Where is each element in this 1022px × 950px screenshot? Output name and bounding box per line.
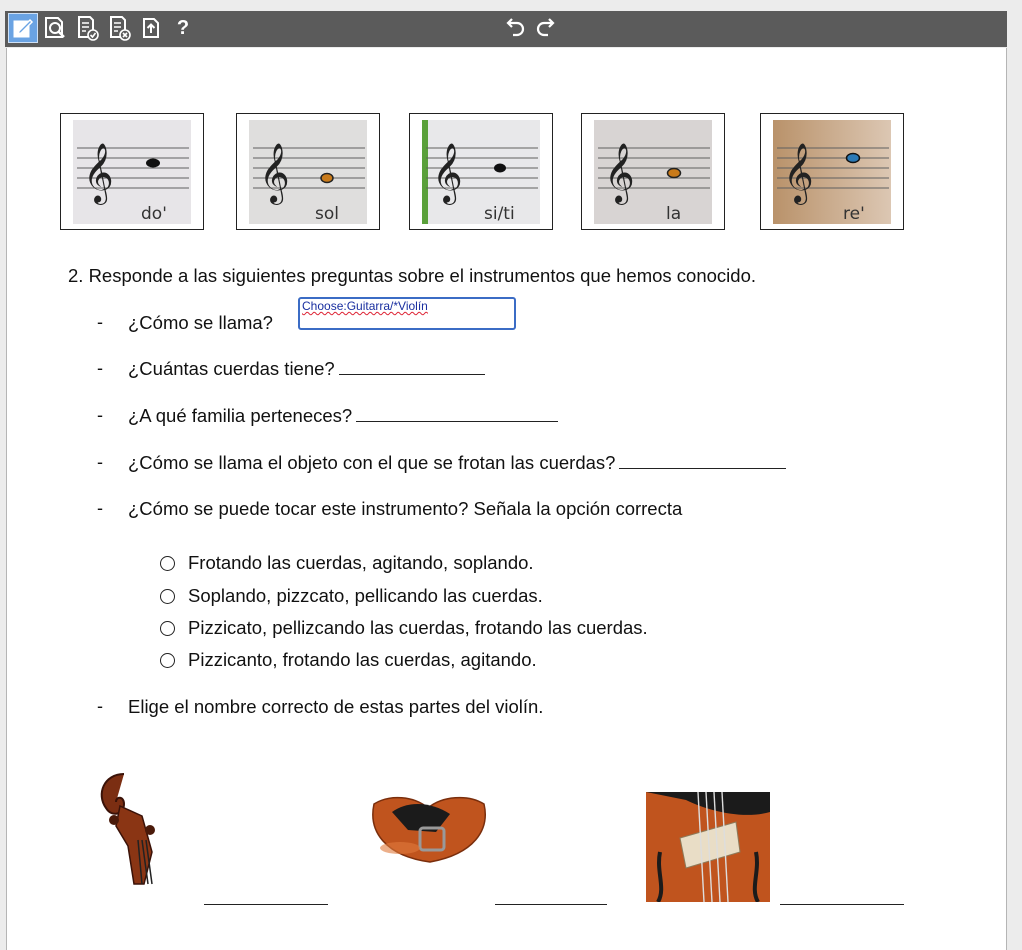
bullet-dash: - <box>97 312 103 332</box>
note-card-re <box>760 113 904 230</box>
preview-button[interactable] <box>40 13 70 43</box>
scroll-answer-blank[interactable] <box>204 904 328 905</box>
note-label: la <box>666 204 682 224</box>
radio-button[interactable] <box>160 556 175 571</box>
radio-button[interactable] <box>160 653 175 668</box>
bridge-answer-blank[interactable] <box>780 904 904 905</box>
question-parts: Elige el nombre correcto de estas partes del violín. <box>128 696 544 717</box>
bullet-dash: - <box>97 358 103 378</box>
note-card-sol <box>236 113 380 230</box>
strings-answer-blank[interactable] <box>339 359 485 375</box>
edit-icon <box>11 16 35 40</box>
check-icon <box>74 15 100 41</box>
option-3[interactable]: Pizzicato, pellizcando las cuerdas, frotando las cuerdas. <box>160 617 648 639</box>
question-family: ¿A qué familia perteneces? <box>128 405 558 427</box>
question-name: ¿Cómo se llama? <box>128 312 273 333</box>
note-label: re' <box>843 204 865 224</box>
note-photo <box>73 120 191 224</box>
question-play: ¿Cómo se puede tocar este instrumento? Señala la opción correcta <box>128 498 683 519</box>
bullet-dash: - <box>97 696 103 716</box>
radio-button[interactable] <box>160 621 175 636</box>
instrument-choice-input[interactable] <box>298 297 516 330</box>
preview-icon <box>42 15 68 41</box>
toolbar <box>5 11 1007 47</box>
violin-chinrest-image <box>370 790 488 868</box>
redo-button[interactable] <box>532 13 562 43</box>
note-label: do' <box>141 204 167 224</box>
question-title: 2. Responde a las siguientes preguntas sobre el instrumentos que hemos conocido. <box>68 265 757 286</box>
undo-icon <box>501 15 527 41</box>
help-button[interactable] <box>168 13 198 43</box>
undo-button[interactable] <box>499 13 529 43</box>
note-label: sol <box>315 204 339 224</box>
note-card-la <box>581 113 725 230</box>
note-card-do <box>60 113 204 230</box>
option-4[interactable]: Pizzicanto, frotando las cuerdas, agitando. <box>160 649 537 671</box>
family-answer-blank[interactable] <box>356 406 558 422</box>
clear-icon <box>106 15 132 41</box>
edit-button[interactable] <box>8 13 38 43</box>
bullet-dash: - <box>97 405 103 425</box>
check-button[interactable] <box>72 13 102 43</box>
export-button[interactable] <box>136 13 166 43</box>
redo-icon <box>534 15 560 41</box>
help-icon: ? <box>176 16 190 39</box>
note-photo <box>422 120 540 224</box>
bullet-dash: - <box>97 452 103 472</box>
violin-scroll-image <box>94 770 166 886</box>
option-2[interactable]: Soplando, pizzcato, pellicando las cuerdas. <box>160 585 543 607</box>
option-1[interactable]: Frotando las cuerdas, agitando, soplando. <box>160 552 534 574</box>
bow-answer-blank[interactable] <box>619 453 786 469</box>
note-card-si <box>409 113 553 230</box>
question-strings: ¿Cuántas cuerdas tiene? <box>128 358 485 380</box>
radio-button[interactable] <box>160 589 175 604</box>
violin-bridge-image <box>646 792 770 902</box>
export-icon <box>139 16 163 40</box>
clear-button[interactable] <box>104 13 134 43</box>
note-photo <box>773 120 891 224</box>
chinrest-answer-blank[interactable] <box>495 904 607 905</box>
choice-field-text: Choose:Guitarra/*Violín <box>302 299 428 313</box>
bullet-dash: - <box>97 498 103 518</box>
note-label: si/ti <box>484 204 515 224</box>
note-photo <box>594 120 712 224</box>
note-photo <box>249 120 367 224</box>
question-bow: ¿Cómo se llama el objeto con el que se frotan las cuerdas? <box>128 452 786 474</box>
